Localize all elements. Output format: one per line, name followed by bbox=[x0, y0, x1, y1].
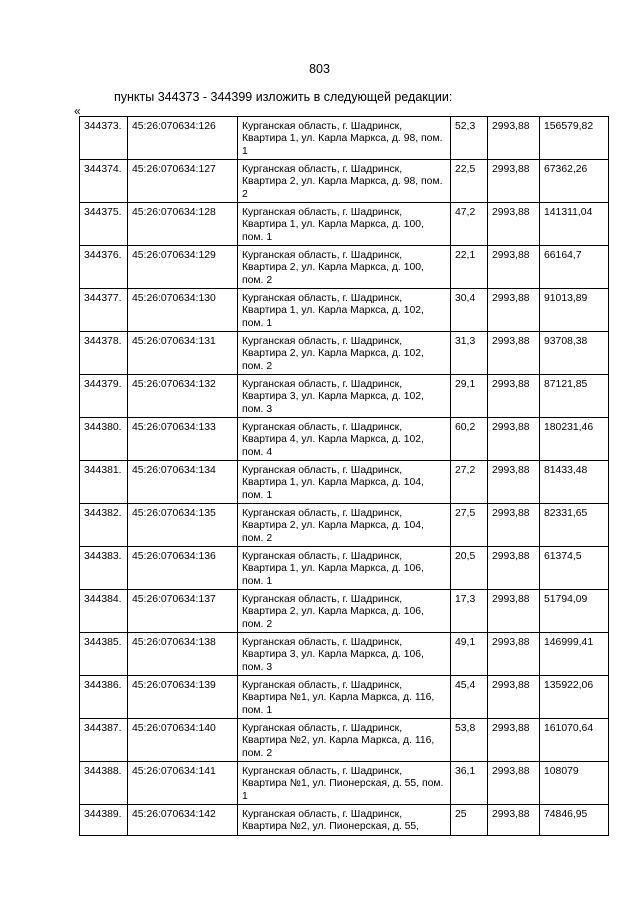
opening-quote-mark: « bbox=[74, 104, 81, 118]
table-row bbox=[80, 203, 609, 246]
cadastral-number: 45:26:070634:138 bbox=[128, 633, 238, 676]
row-number: 344385. bbox=[80, 633, 128, 676]
unit-price: 2993,88 bbox=[488, 375, 540, 418]
address: Курганская область, г. Шадринск, Квартира №1, ул. Пионерская, д. 55, пом. 1 bbox=[238, 762, 451, 805]
unit-price: 2993,88 bbox=[488, 332, 540, 375]
area: 29,1 bbox=[451, 375, 488, 418]
total-value: 156579,82 bbox=[540, 117, 609, 160]
total-value: 67362,26 bbox=[540, 160, 609, 203]
address: Курганская область, г. Шадринск, Квартира 3, ул. Карла Маркса, д. 106, пом. 3 bbox=[238, 633, 451, 676]
total-value: 93708,38 bbox=[540, 332, 609, 375]
row-number: 344373. bbox=[80, 117, 128, 160]
area: 53,8 bbox=[451, 719, 488, 762]
address: Курганская область, г. Шадринск, Квартира 2, ул. Карла Маркса, д. 104, пом. 2 bbox=[238, 504, 451, 547]
intro-text: пункты 344373 - 344399 изложить в следующей редакции: bbox=[114, 90, 453, 104]
table-row bbox=[80, 590, 609, 633]
total-value: 51794,09 bbox=[540, 590, 609, 633]
area: 17,3 bbox=[451, 590, 488, 633]
area: 36,1 bbox=[451, 762, 488, 805]
row-number: 344378. bbox=[80, 332, 128, 375]
total-value: 135922,06 bbox=[540, 676, 609, 719]
table-row bbox=[80, 504, 609, 547]
cadastral-number: 45:26:070634:131 bbox=[128, 332, 238, 375]
property-registry-table bbox=[79, 116, 609, 836]
total-value: 161070,64 bbox=[540, 719, 609, 762]
area: 22,5 bbox=[451, 160, 488, 203]
area: 45,4 bbox=[451, 676, 488, 719]
area: 27,2 bbox=[451, 461, 488, 504]
cadastral-number: 45:26:070634:129 bbox=[128, 246, 238, 289]
unit-price: 2993,88 bbox=[488, 762, 540, 805]
unit-price: 2993,88 bbox=[488, 676, 540, 719]
address: Курганская область, г. Шадринск, Квартира 3, ул. Карла Маркса, д. 102, пом. 3 bbox=[238, 375, 451, 418]
table-row bbox=[80, 375, 609, 418]
unit-price: 2993,88 bbox=[488, 117, 540, 160]
total-value: 108079 bbox=[540, 762, 609, 805]
table-row bbox=[80, 289, 609, 332]
unit-price: 2993,88 bbox=[488, 590, 540, 633]
unit-price: 2993,88 bbox=[488, 418, 540, 461]
unit-price: 2993,88 bbox=[488, 547, 540, 590]
cadastral-number: 45:26:070634:128 bbox=[128, 203, 238, 246]
cadastral-number: 45:26:070634:126 bbox=[128, 117, 238, 160]
table-row bbox=[80, 246, 609, 289]
cadastral-number: 45:26:070634:134 bbox=[128, 461, 238, 504]
table-row bbox=[80, 461, 609, 504]
table-row bbox=[80, 117, 609, 160]
table-row bbox=[80, 805, 609, 836]
area: 20,5 bbox=[451, 547, 488, 590]
cadastral-number: 45:26:070634:137 bbox=[128, 590, 238, 633]
cadastral-number: 45:26:070634:135 bbox=[128, 504, 238, 547]
area: 49,1 bbox=[451, 633, 488, 676]
total-value: 87121,85 bbox=[540, 375, 609, 418]
total-value: 74846,95 bbox=[540, 805, 609, 836]
address: Курганская область, г. Шадринск, Квартира 1, ул. Карла Маркса, д. 98, пом. 1 bbox=[238, 117, 451, 160]
row-number: 344383. bbox=[80, 547, 128, 590]
cadastral-number: 45:26:070634:139 bbox=[128, 676, 238, 719]
row-number: 344376. bbox=[80, 246, 128, 289]
total-value: 180231,46 bbox=[540, 418, 609, 461]
row-number: 344382. bbox=[80, 504, 128, 547]
row-number: 344381. bbox=[80, 461, 128, 504]
cadastral-number: 45:26:070634:130 bbox=[128, 289, 238, 332]
address: Курганская область, г. Шадринск, Квартира 2, ул. Карла Маркса, д. 100, пом. 2 bbox=[238, 246, 451, 289]
area: 27,5 bbox=[451, 504, 488, 547]
total-value: 91013,89 bbox=[540, 289, 609, 332]
table-row bbox=[80, 547, 609, 590]
row-number: 344375. bbox=[80, 203, 128, 246]
cadastral-number: 45:26:070634:140 bbox=[128, 719, 238, 762]
table-row bbox=[80, 633, 609, 676]
row-number: 344380. bbox=[80, 418, 128, 461]
total-value: 146999,41 bbox=[540, 633, 609, 676]
address: Курганская область, г. Шадринск, Квартира 1, ул. Карла Маркса, д. 102, пом. 1 bbox=[238, 289, 451, 332]
total-value: 81433,48 bbox=[540, 461, 609, 504]
area: 47,2 bbox=[451, 203, 488, 246]
page-number: 803 bbox=[309, 62, 330, 76]
row-number: 344386. bbox=[80, 676, 128, 719]
row-number: 344377. bbox=[80, 289, 128, 332]
area: 25 bbox=[451, 805, 488, 836]
table-row bbox=[80, 332, 609, 375]
unit-price: 2993,88 bbox=[488, 719, 540, 762]
cadastral-number: 45:26:070634:133 bbox=[128, 418, 238, 461]
unit-price: 2993,88 bbox=[488, 805, 540, 836]
area: 31,3 bbox=[451, 332, 488, 375]
unit-price: 2993,88 bbox=[488, 246, 540, 289]
address: Курганская область, г. Шадринск, Квартира 4, ул. Карла Маркса, д. 102, пом. 4 bbox=[238, 418, 451, 461]
area: 30,4 bbox=[451, 289, 488, 332]
address: Курганская область, г. Шадринск, Квартира №2, ул. Карла Маркса, д. 116, пом. 2 bbox=[238, 719, 451, 762]
unit-price: 2993,88 bbox=[488, 160, 540, 203]
row-number: 344387. bbox=[80, 719, 128, 762]
cadastral-number: 45:26:070634:141 bbox=[128, 762, 238, 805]
table-row bbox=[80, 676, 609, 719]
table-row bbox=[80, 160, 609, 203]
area: 22,1 bbox=[451, 246, 488, 289]
unit-price: 2993,88 bbox=[488, 461, 540, 504]
table-row bbox=[80, 719, 609, 762]
unit-price: 2993,88 bbox=[488, 633, 540, 676]
row-number: 344379. bbox=[80, 375, 128, 418]
row-number: 344384. bbox=[80, 590, 128, 633]
total-value: 61374,5 bbox=[540, 547, 609, 590]
area: 60,2 bbox=[451, 418, 488, 461]
row-number: 344389. bbox=[80, 805, 128, 836]
row-number: 344374. bbox=[80, 160, 128, 203]
address: Курганская область, г. Шадринск, Квартира №2, ул. Пионерская, д. 55, bbox=[238, 805, 451, 836]
unit-price: 2993,88 bbox=[488, 504, 540, 547]
address: Курганская область, г. Шадринск, Квартира 1, ул. Карла Маркса, д. 100, пом. 1 bbox=[238, 203, 451, 246]
total-value: 141311,04 bbox=[540, 203, 609, 246]
address: Курганская область, г. Шадринск, Квартира №1, ул. Карла Маркса, д. 116, пом. 1 bbox=[238, 676, 451, 719]
total-value: 66164,7 bbox=[540, 246, 609, 289]
unit-price: 2993,88 bbox=[488, 289, 540, 332]
area: 52,3 bbox=[451, 117, 488, 160]
cadastral-number: 45:26:070634:132 bbox=[128, 375, 238, 418]
cadastral-number: 45:26:070634:136 bbox=[128, 547, 238, 590]
cadastral-number: 45:26:070634:142 bbox=[128, 805, 238, 836]
total-value: 82331,65 bbox=[540, 504, 609, 547]
table-row bbox=[80, 762, 609, 805]
address: Курганская область, г. Шадринск, Квартира 1, ул. Карла Маркса, д. 104, пом. 1 bbox=[238, 461, 451, 504]
row-number: 344388. bbox=[80, 762, 128, 805]
address: Курганская область, г. Шадринск, Квартира 2, ул. Карла Маркса, д. 106, пом. 2 bbox=[238, 590, 451, 633]
address: Курганская область, г. Шадринск, Квартира 2, ул. Карла Маркса, д. 102, пом. 2 bbox=[238, 332, 451, 375]
table-row bbox=[80, 418, 609, 461]
address: Курганская область, г. Шадринск, Квартира 2, ул. Карла Маркса, д. 98, пом. 2 bbox=[238, 160, 451, 203]
cadastral-number: 45:26:070634:127 bbox=[128, 160, 238, 203]
unit-price: 2993,88 bbox=[488, 203, 540, 246]
address: Курганская область, г. Шадринск, Квартира 1, ул. Карла Маркса, д. 106, пом. 1 bbox=[238, 547, 451, 590]
